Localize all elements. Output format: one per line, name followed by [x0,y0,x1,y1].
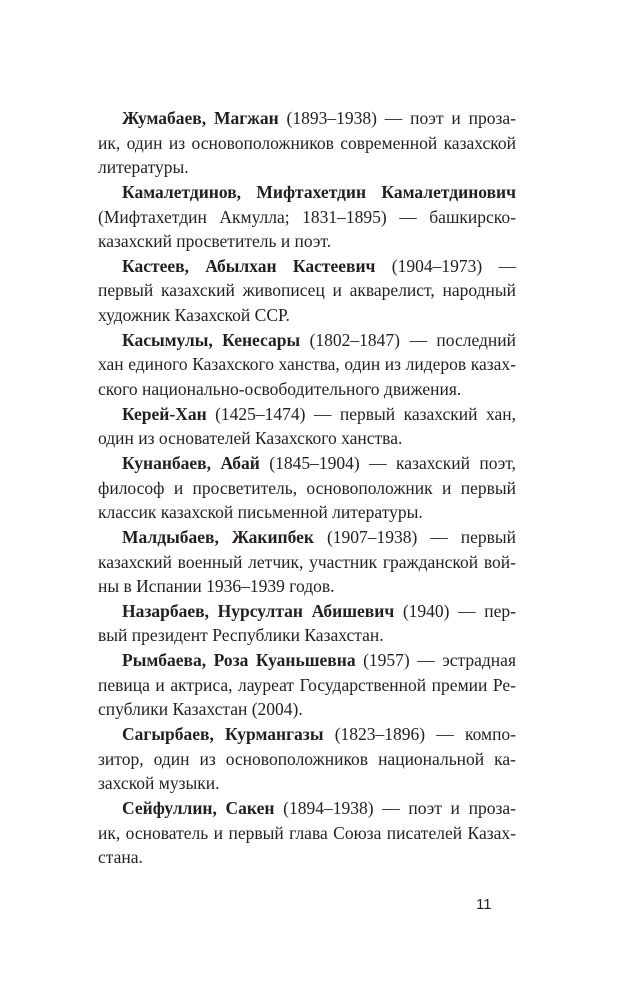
glossary-entry [98,254,516,328]
entry-first-line-text: (1904–1973) — [375,255,516,276]
entry-line: философ и просветитель, основоположник и первый [98,477,516,498]
entry-first-line [98,180,516,205]
entry-name: Сагырбаев, Курмангазы [122,724,324,745]
entry-first-line [98,451,516,476]
entry-first-line-text: (1425–1474) — первый казахский хан, [206,403,516,424]
entry-name: Кастеев, Абылхан Кастеевич [122,255,376,276]
entry-name: Сейфуллин, Сакен [122,797,275,818]
entry-line: художник Казахской ССР. [98,305,290,326]
entry-line: спублики Казахстан (2004). [98,699,303,720]
entry-first-line-text: (1940) — пер- [394,600,516,621]
entry-name: Рымбаева, Роза Куаньшевна [122,650,356,671]
entry-line: хан единого Казахского ханства, один из лидеров казах- [98,354,516,375]
entry-first-line [98,106,516,131]
glossary-entry [98,328,516,402]
glossary-entry [98,648,516,722]
entry-first-line-text: (1845–1904) — казахский поэт, [259,452,516,473]
entry-line: стана. [98,847,143,868]
page-number: 11 [476,896,492,913]
glossary-entry [98,525,516,599]
glossary-entry [98,722,516,796]
entry-first-line-text: (1907–1938) — первый [314,526,516,547]
glossary-entry [98,796,516,870]
entry-name: Назарбаев, Нурсултан Абишевич [122,600,395,621]
entry-name: Касымулы, Кенесары [122,329,301,350]
entry-line: ны в Испании 1936–1939 годов. [98,576,335,597]
entry-line: ик, основатель и первый глава Союза писателей Казах- [98,822,516,843]
entry-name: Жумабаев, Магжан [122,108,279,128]
entry-line: вый президент Республики Казахстан. [98,625,384,646]
entry-first-line [98,328,516,353]
glossary-entry [98,402,516,451]
entry-line: певица и актриса, лауреат Государственной премии Ре- [98,674,516,695]
glossary-entry [98,106,516,180]
entry-line: казахский просветитель и поэт. [98,231,332,252]
entry-first-line [98,402,516,427]
entry-line: классик казахской письменной литературы. [98,502,423,523]
entry-line: зитор, один из основоположников национальной ка- [98,748,516,769]
entry-name: Керей-Хан [122,403,207,424]
glossary-entry [98,180,516,254]
entry-first-line-text: (1894–1938) — поэт и проза- [274,797,516,818]
entry-name: Кунанбаев, Абай [122,452,260,473]
entry-first-line-text: (1823–1896) — компо- [323,724,517,745]
entry-first-line-text: (1893–1938) — поэт и проза- [278,108,516,128]
entry-name: Камалетдинов, Мифтахетдин Камалетдинович [122,181,516,202]
entry-line: литературы. [98,157,189,178]
entry-first-line-text: (1802–1847) — последний [300,329,516,350]
entry-line: первый казахский живописец и акварелист, народный [98,280,516,301]
glossary-entry [98,599,516,648]
entry-first-line [98,722,516,747]
entry-line: один из основателей Казахского ханства. [98,428,403,449]
entry-first-line [98,599,516,624]
entry-first-line [98,525,516,550]
entry-first-line [98,648,516,673]
entry-line: захской музыки. [98,773,220,794]
entry-name: Малдыбаев, Жакипбек [122,526,315,547]
entry-first-line-text: (1957) — эстрадная [355,650,516,671]
glossary-text [98,106,516,870]
entry-line: (Мифтахетдин Акмулла; 1831–1895) — башкирско- [98,206,516,227]
entry-first-line [98,796,516,821]
entry-first-line [98,254,516,279]
glossary-entry [98,451,516,525]
entry-line: ик, один из основоположников современной казахской [98,132,516,153]
entry-line: ского национально-освободительного движения. [98,379,462,400]
entry-line: казахский военный летчик, участник гражданской вой- [98,551,516,572]
